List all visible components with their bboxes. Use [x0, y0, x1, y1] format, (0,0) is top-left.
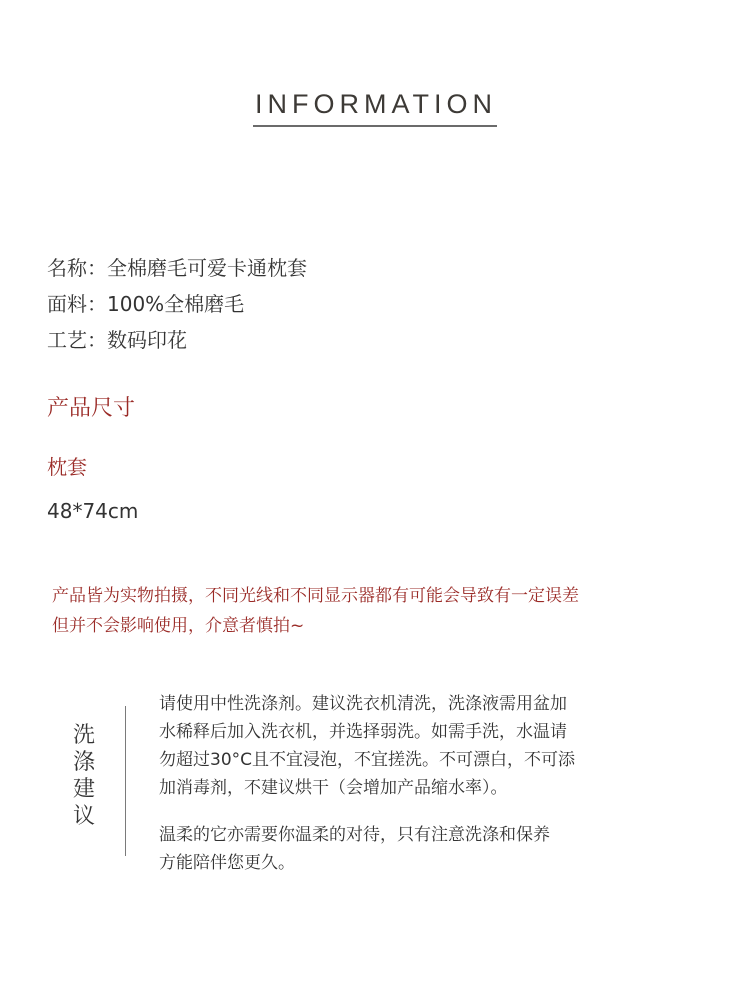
wash-label-char: 洗 [72, 723, 95, 748]
product-fabric: 面料：100%全棉磨毛 [47, 292, 245, 316]
product-name: 名称：全棉磨毛可爱卡通枕套 [47, 256, 307, 280]
size-section-title: 产品尺寸 [47, 396, 136, 421]
wash-label-char: 议 [72, 804, 95, 829]
page-title: INFORMATION [253, 88, 497, 127]
wash-instruction-line: 勿超过30°C且不宜浸泡，不宜搓洗。不可漂白，不可添 [159, 750, 576, 770]
paragraph-gap [159, 802, 719, 821]
photo-notice [52, 581, 712, 641]
care-note-line: 方能陪伴您更久。 [159, 853, 295, 873]
care-note-line: 温柔的它亦需要你温柔的对待，只有注意洗涤和保养 [159, 825, 550, 845]
header [0, 88, 750, 127]
notice-line: 但并不会影响使用，介意者慎拍~ [52, 616, 305, 636]
wash-advice-label [71, 722, 97, 830]
wash-label-char: 建 [72, 777, 95, 802]
wash-instruction-line: 加消毒剂，不建议烘干（会增加产品缩水率）。 [159, 778, 508, 798]
vertical-divider [125, 706, 126, 856]
size-item-value: 48*74cm [47, 499, 139, 523]
product-info [47, 250, 307, 358]
size-item-label: 枕套 [47, 455, 87, 479]
notice-line: 产品皆为实物拍摄，不同光线和不同显示器都有可能会导致有一定误差 [52, 586, 579, 606]
wash-label-char: 涤 [72, 750, 95, 775]
wash-instruction-line: 水稀释后加入洗衣机，并选择弱洗。如需手洗，水温请 [159, 722, 567, 742]
wash-instructions [159, 690, 719, 877]
wash-instruction-line: 请使用中性洗涤剂。建议洗衣机清洗，洗涤液需用盆加 [159, 694, 567, 714]
product-craft: 工艺：数码印花 [47, 328, 187, 352]
